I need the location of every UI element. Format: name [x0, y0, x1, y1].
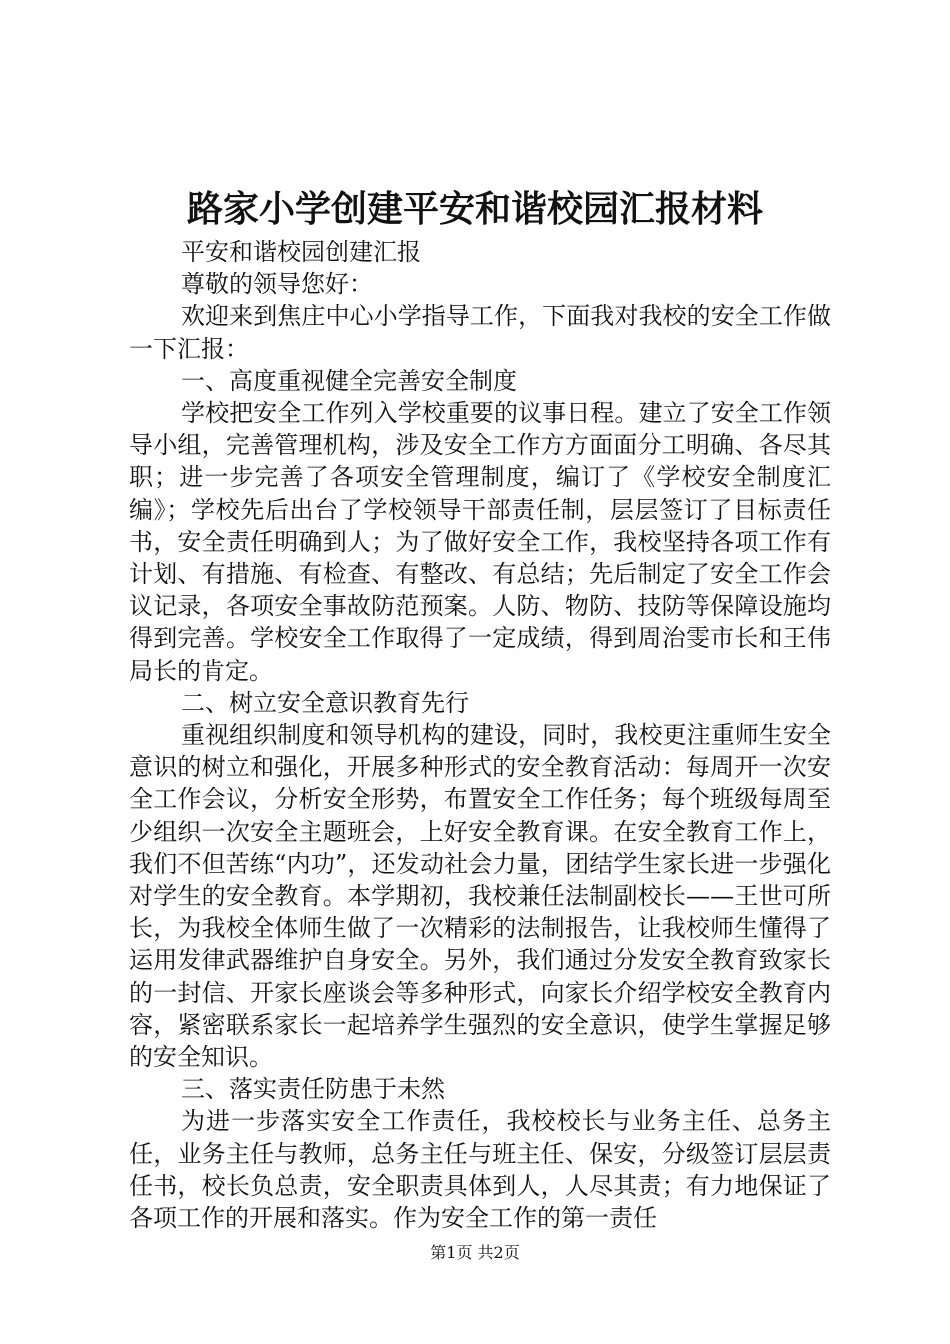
section-heading-3: 三、落实责任防患于未然	[181, 1075, 445, 1104]
paragraph-salutation: 尊敬的领导您好：	[181, 270, 373, 299]
paragraph-intro: 欢迎来到焦庄中心小学指导工作，下面我对我校的安全工作做一下汇报：	[129, 302, 831, 363]
paragraph-section-2: 重视组织制度和领导机构的建设，同时，我校更注重师生安全意识的树立和强化，开展多种形式的安全教育活动：每周开一次安全工作会议，分析安全形势，布置安全工作任务；每个班级每周至少组织一次安全主题班会，上好安全教育课。在安全教育工作上，我们不但苦练“内功”，还发动社会力量，团结学生家长进一步强化对学生的安全教育。本学期初，我校兼任法制副校长——王世可所长，为我校全体师生做了一次精彩的法制报告，让我校师生懂得了运用发律武器维护自身安全。另外，我们通过分发安全教育致家长的一封信、开家长座谈会等多种形式，向家长介绍学校安全教育内容，紧密联系家长一起培养学生强烈的安全意识，使学生掌握足够的安全知识。	[129, 721, 831, 1072]
document-body	[129, 236, 831, 1234]
paragraph-section-3: 为进一步落实安全工作责任，我校校长与业务主任、总务主任，业务主任与教师，总务主任与班主任、保安，分级签订层层责任书，校长负总责，安全职责具体到人，人尽其责；有力地保证了各项工作的开展和落实。作为安全工作的第一责任	[129, 1107, 831, 1233]
section-heading-2: 二、树立安全意识教育先行	[181, 688, 469, 717]
paragraph-subtitle: 平安和谐校园创建汇报	[181, 238, 421, 266]
paragraph-section-1: 学校把安全工作列入学校重要的议事日程。建立了安全工作领导小组，完善管理机构，涉及安全工作方方面面分工明确、各尽其职；进一步完善了各项安全管理制度，编订了《学校安全制度汇编》；学校先后出台了学校领导干部责任制，层层签订了目标责任书，安全责任明确到人；为了做好安全工作，我校坚持各项工作有计划、有措施、有检查、有整改、有总结；先后制定了安全工作会议记录，各项安全事故防范预案。人防、物防、技防等保障设施均得到完善。学校安全工作取得了一定成绩，得到周治雯市长和王伟局长的肯定。	[129, 399, 831, 685]
section-heading-1: 一、高度重视健全完善安全制度	[181, 366, 517, 395]
document-title: 路家小学创建平安和谐校园汇报材料	[186, 188, 763, 230]
page-number-footer: 第1页 共2页	[430, 1243, 520, 1262]
